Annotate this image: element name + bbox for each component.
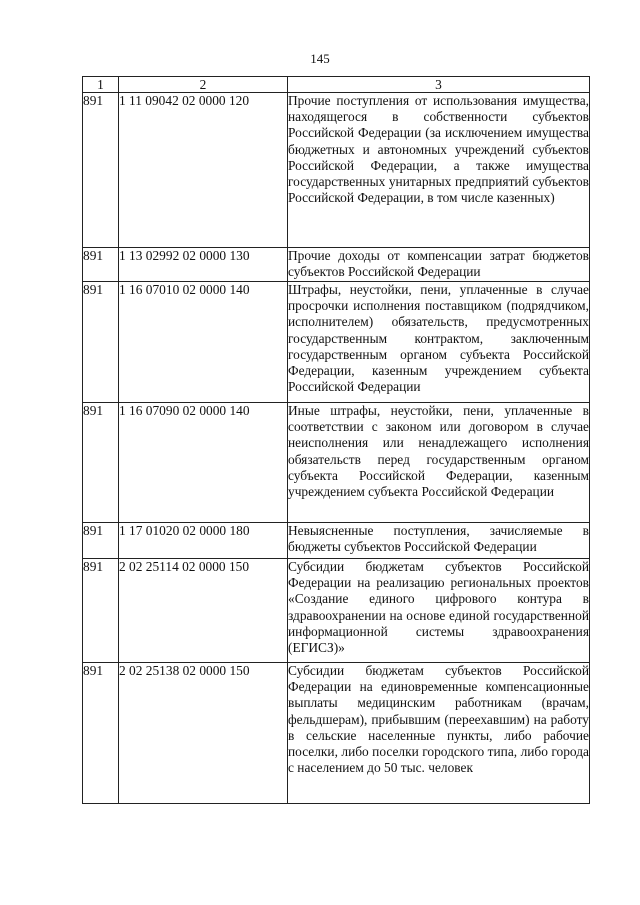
admin-code-cell: 891 (83, 93, 119, 248)
admin-code-cell: 891 (83, 663, 119, 804)
table-row (83, 559, 590, 663)
admin-code-cell: 891 (83, 523, 119, 559)
admin-code-cell: 891 (83, 248, 119, 282)
column-header-3: 3 (288, 77, 590, 93)
column-header-1: 1 (83, 77, 119, 93)
description-cell: Штрафы, неустойки, пени, уплаченные в случае просрочки исполнения поставщиком (подрядчиком, исполнителем) обязательств, предусмотренных государственным контрактом, заключенным государственным органом субъекта Российской Федерации, казенным учреждением субъекта Российской Федерации (288, 282, 590, 403)
table-row (83, 248, 590, 282)
admin-code-cell: 891 (83, 403, 119, 523)
table-row (83, 663, 590, 804)
admin-code-cell: 891 (83, 282, 119, 403)
budget-code-cell: 1 16 07090 02 0000 140 (119, 403, 288, 523)
column-header-2: 2 (119, 77, 288, 93)
budget-code-cell: 1 17 01020 02 0000 180 (119, 523, 288, 559)
table-row (83, 93, 590, 248)
table-row (83, 282, 590, 403)
table-row (83, 523, 590, 559)
revenue-codes-table (82, 76, 590, 804)
table-header-row (83, 77, 590, 93)
description-cell: Иные штрафы, неустойки, пени, уплаченные в соответствии с законом или договором в случае неисполнения или ненадлежащего исполнения обязательств перед государственным органом субъекта Российской Федерации, казенным учреждением субъекта Российской Федерации (288, 403, 590, 523)
budget-code-cell: 1 13 02992 02 0000 130 (119, 248, 288, 282)
table-row (83, 403, 590, 523)
description-cell: Субсидии бюджетам субъектов Российской Федерации на единовременные компенсационные выплаты медицинским работникам (врачам, фельдшерам), прибывшим (переехавшим) на работу в сельские населенные пункты, либо рабочие поселки, либо поселки городского типа, либо города с населением до 50 тыс. человек (288, 663, 590, 804)
budget-code-cell: 1 11 09042 02 0000 120 (119, 93, 288, 248)
page-number: 145 (310, 51, 330, 66)
description-cell: Прочие поступления от использования имущества, находящегося в собственности субъектов Российской Федерации (за исключением имущества бюджетных и автономных учреждений субъектов Российской Федерации, а также имущества государственных унитарных предприятий субъектов Российской Федерации, в том числе казенных) (288, 93, 590, 248)
budget-code-cell: 1 16 07010 02 0000 140 (119, 282, 288, 403)
admin-code-cell: 891 (83, 559, 119, 663)
description-cell: Прочие доходы от компенсации затрат бюджетов субъектов Российской Федерации (288, 248, 590, 282)
description-cell: Невыясненные поступления, зачисляемые в бюджеты субъектов Российской Федерации (288, 523, 590, 559)
description-cell: Субсидии бюджетам субъектов Российской Федерации на реализацию региональных проектов «Создание единого цифрового контура в здравоохранении на основе единой государственной информационной системы здравоохранения (ЕГИСЗ)» (288, 559, 590, 663)
budget-code-cell: 2 02 25138 02 0000 150 (119, 663, 288, 804)
budget-code-cell: 2 02 25114 02 0000 150 (119, 559, 288, 663)
